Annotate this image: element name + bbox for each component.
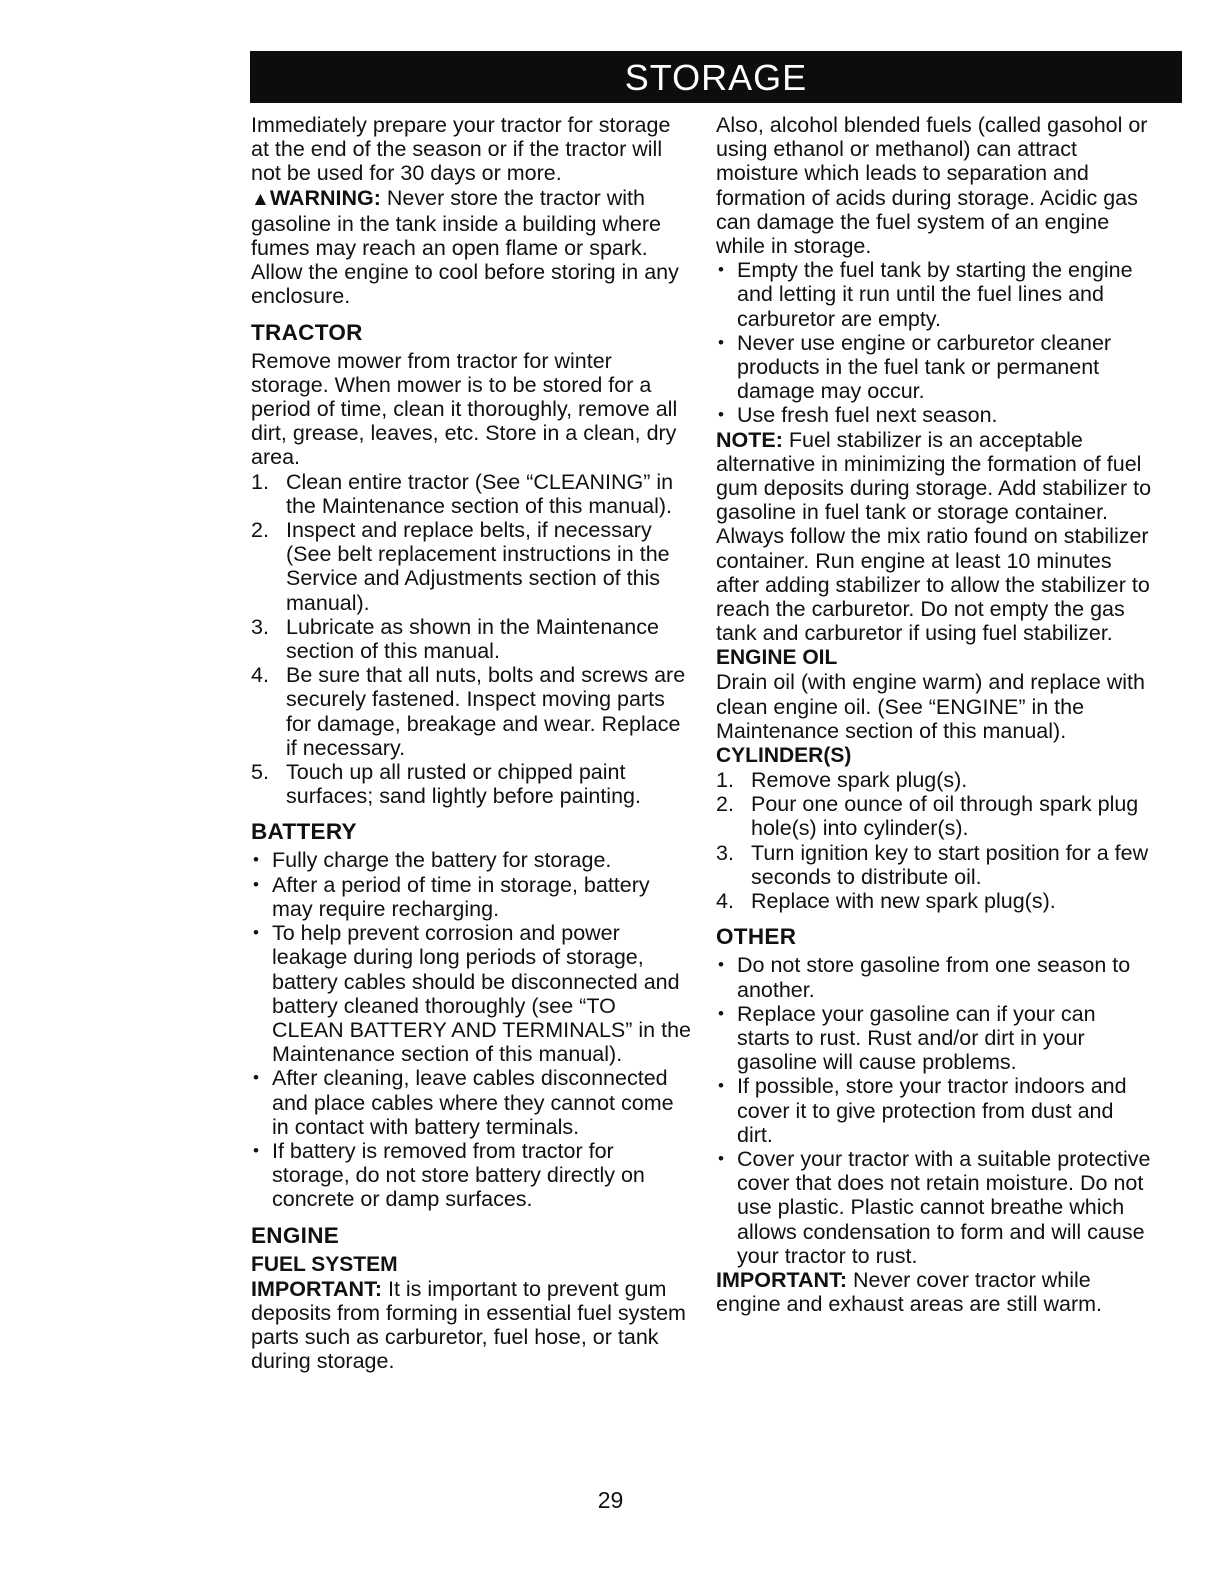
cylinders-heading: CYLINDER(S): [716, 744, 852, 768]
warning-label: WARNING:: [269, 185, 381, 210]
list-item: [251, 663, 693, 760]
note-paragraph: [716, 428, 1152, 646]
right-column: [716, 113, 1152, 1316]
warning-paragraph: [251, 186, 693, 309]
list-item: • Fully charge the battery for storage.: [251, 848, 693, 872]
tractor-text: Remove mower from tractor for winter storage. When mower is to be stored for a period of time, clean it thoroughly, remove all dirt, grease, leaves, etc. Store in a clean, dry area.: [251, 348, 678, 470]
list-item: • Empty the fuel tank by starting the engine and letting it run until the fuel lines and carburetor are empty.: [716, 258, 1152, 331]
item-number: 1.: [716, 768, 734, 793]
list-item: [251, 518, 693, 615]
list-item: • Never use engine or carburetor cleaner products in the fuel tank or permanent damage may occur.: [716, 331, 1152, 404]
fuel-important-paragraph: [251, 1277, 693, 1374]
other-important-paragraph: [716, 1268, 1152, 1316]
tractor-steps: [251, 470, 693, 809]
item-number: 4.: [716, 889, 734, 914]
other-heading: OTHER: [716, 924, 797, 950]
item-text: Remove spark plug(s).: [751, 768, 968, 793]
item-text: Turn ignition key to start position for a few seconds to distribute oil.: [751, 840, 1149, 889]
list-item: • After cleaning, leave cables disconnected and place cables where they cannot come in contact with battery terminals.: [251, 1066, 693, 1139]
list-item: • Cover your tractor with a suitable protective cover that does not retain moisture. Do not use plastic. Plastic cannot breathe which allows condensation to form and will cause your tractor to rust.: [716, 1147, 1152, 1268]
list-item: [716, 889, 1152, 913]
page-title: STORAGE: [624, 57, 808, 98]
item-number: 3.: [251, 614, 269, 639]
item-number: 2.: [251, 518, 269, 543]
other-list: [716, 953, 1152, 1268]
warning-triangle-icon: ▲: [251, 188, 270, 210]
list-item: [716, 792, 1152, 840]
engine-heading: ENGINE: [251, 1222, 340, 1248]
engine-oil-heading: ENGINE OIL: [716, 646, 838, 670]
item-text: Pour one ounce of oil through spark plug hole(s) into cylinder(s).: [751, 792, 1139, 841]
item-text: Inspect and replace belts, if necessary (See belt replacement instructions in the Service and Adjustments section of this manual).: [286, 518, 670, 615]
list-item: [251, 470, 693, 518]
important-label: IMPORTANT:: [716, 1267, 847, 1292]
item-number: 1.: [251, 469, 269, 494]
engine-oil-text: Drain oil (with engine warm) and replace with clean engine oil. (See “ENGINE” in the Maintenance section of this manual).: [716, 670, 1145, 743]
battery-list: [251, 848, 693, 1211]
item-number: 5.: [251, 760, 269, 785]
list-item: • Replace your gasoline can if your can starts to rust. Rust and/or dirt in your gasoline will cause problems.: [716, 1002, 1152, 1075]
list-item: [716, 841, 1152, 889]
list-item: [716, 768, 1152, 792]
list-item: • After a period of time in storage, battery may require recharging.: [251, 873, 693, 921]
cylinders-steps: [716, 768, 1152, 913]
note-label: NOTE:: [716, 427, 783, 452]
important-text: It is important to prevent gum deposits from forming in essential fuel system parts such as carburetor, fuel hose, or tank during storage.: [251, 1276, 686, 1374]
list-item: • Use fresh fuel next season.: [716, 403, 1152, 427]
list-item: • If battery is removed from tractor for storage, do not store battery directly on concrete or damp surfaces.: [251, 1139, 693, 1212]
item-number: 3.: [716, 840, 734, 865]
fuel-system-text: Also, alcohol blended fuels (called gasohol or using ethanol or methanol) can attract moisture which leads to separation and formation of acids during storage. Acidic gas can damage the fuel system of an engine while in storage.: [716, 113, 1148, 259]
important-label: IMPORTANT:: [251, 1276, 382, 1301]
left-column: [251, 113, 693, 1373]
list-item: [251, 615, 693, 663]
warning-text: Never store the tractor with gasoline in the tank inside a building where fumes may reach an open flame or spark. Allow the engine to cool before storing in any enclosure.: [251, 185, 679, 309]
fuel-system-list: [716, 258, 1152, 427]
page-title-banner: [250, 51, 1182, 103]
battery-heading: BATTERY: [251, 819, 357, 845]
tractor-heading: TRACTOR: [251, 319, 363, 345]
item-number: 4.: [251, 663, 269, 688]
list-item: [251, 760, 693, 808]
list-item: • To help prevent corrosion and power leakage during long periods of storage, battery cables should be disconnected and battery cleaned thoroughly (see “TO CLEAN BATTERY AND TERMINALS” in the Maintenance section of this manual).: [251, 921, 693, 1066]
item-number: 2.: [716, 792, 734, 817]
item-text: Touch up all rusted or chipped paint surfaces; sand lightly before painting.: [286, 760, 641, 809]
important-text: Never cover tractor while engine and exhaust areas are still warm.: [716, 1267, 1103, 1317]
item-text: Replace with new spark plug(s).: [751, 889, 1056, 914]
item-text: Be sure that all nuts, bolts and screws are securely fastened. Inspect moving parts for damage, breakage and wear. Replace if necessary.: [286, 663, 686, 760]
list-item: • If possible, store your tractor indoors and cover it to give protection from dust and dirt.: [716, 1074, 1152, 1147]
page-number: 29: [597, 1487, 624, 1513]
item-text: Lubricate as shown in the Maintenance section of this manual.: [286, 614, 659, 664]
item-text: Clean entire tractor (See “CLEANING” in the Maintenance section of this manual).: [286, 469, 674, 518]
list-item: • Do not store gasoline from one season to another.: [716, 953, 1152, 1001]
intro-paragraph: Immediately prepare your tractor for storage at the end of the season or if the tractor will not be used for 30 days or more.: [251, 113, 671, 186]
note-text: Fuel stabilizer is an acceptable alternative in minimizing the formation of fuel gum deposits during storage. Add stabilizer to gasoline in fuel tank or storage container. Always follow the mix ratio found on stabilizer container. Run engine at least 10 minutes after adding stabilizer to allow the stabilizer to reach the carburetor. Do not empty the gas tank and carburetor if using fuel stabilizer.: [716, 427, 1152, 646]
fuel-system-heading: FUEL SYSTEM: [251, 1252, 398, 1276]
